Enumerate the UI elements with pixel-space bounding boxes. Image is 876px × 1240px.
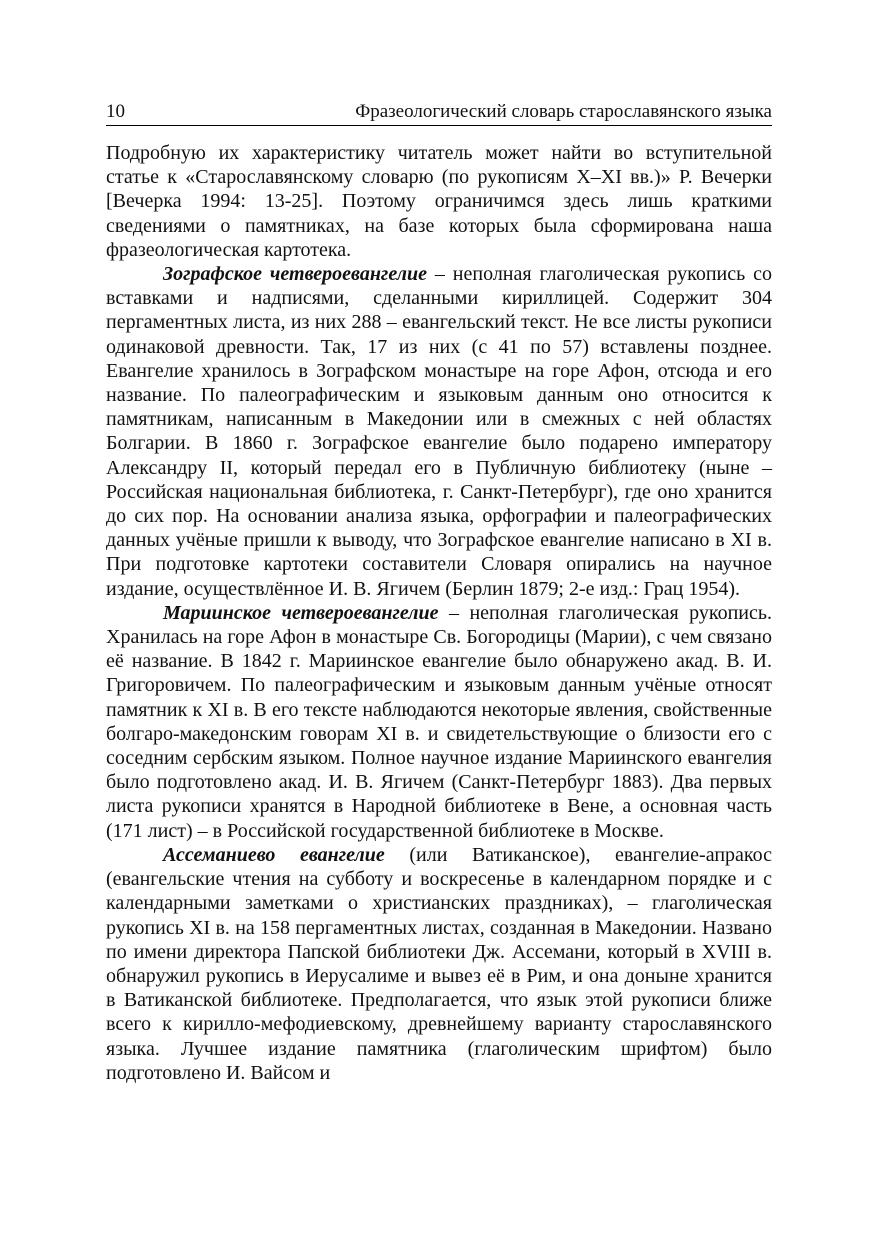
term-heading: Мариинское четвероевангелие (163, 601, 439, 624)
term-heading: Ассеманиево евангелие (163, 843, 385, 866)
paragraph-intro (106, 141, 772, 262)
running-header (106, 100, 772, 126)
running-title: Фразеологический словарь старославянского языка (355, 101, 772, 122)
page-number: 10 (106, 101, 125, 122)
paragraph-text: Подробную их характеристику читатель может найти во вступительной статье к «Старославянскому словарю (по рукописям X–XI вв.)» Р. Вечерки [Вечерка 1994: 13-25]. Поэтому ограничимся здесь лишь краткими сведениями о памятниках, на базе которых была сформирована наша фразеологическая картотека. (106, 142, 772, 261)
paragraph-text: (или Ватиканское), евангелие-апракос (евангельские чтения на субботу и воскресенье в календарном порядке и с календарными заметками о христианских праздниках), – глаголическая рукопись XI в. на 158 пергаментных листах, созданная в Македонии. Названо по имени директора Папской библиотеки Дж. Ассемани, который в XVIII в. обнаружил рукопись в Иерусалиме и вывез её в Рим, и она доныне хранится в Ватиканской библиотеке. Предполагается, что язык этой рукописи ближе всего к кирилло-мефодиевскому, древнейшему варианту старославянского языка. Лучшее издание памятника (глаголическим шрифтом) было подготовлено И. Вайсом и (106, 843, 772, 1084)
term-heading: Зографское четвероевангелие (163, 263, 427, 286)
paragraph-zograf (106, 262, 772, 601)
paragraph-text: – неполная глаголическая рукопись со вставками и надписями, сделанными кириллицей. Содержит 304 пергаментных листа, из них 288 – евангельский текст. Не все листы рукописи одинаковой древности. Так, 17 из них (с 41 по 57) вставлены позднее. Евангелие хранилось в Зографском монастыре на горе Афон, отсюда и его название. По палеографическим и языковым данным оно относится к памятникам, написанным в Македонии или в смежных с ней областях Болгарии. В 1860 г. Зографское евангелие было подарено императору Александру II, который передал его в Публичную библиотеку (ныне – Российская национальная библиотека, г. Санкт-Петербург), где оно хранится до сих пор. На основании анализа языка, орфографии и палеографических данных учёные пришли к выводу, что Зографское евангелие написано в XI в. При подготовке картотеки составители Словаря опирались на научное издание, осуществлённое И. В. Ягичем (Берлин 1879; 2-е изд.: Грац 1954). (106, 263, 773, 600)
paragraph-text: – неполная глаголическая рукопись. Хранилась на горе Афон в монастыре Св. Богородицы (Марии), с чем связано её название. В 1842 г. Мариинское евангелие было обнаружено акад. В. И. Григоровичем. По палеографическим и языковым данным учёные относят памятник к XI в. В его тексте наблюдаются некоторые явления, свойственные болгаро-македонским говорам XI в. и свидетельствующие о близости его с соседним сербским языком. Полное научное издание Мариинского евангелия было подготовлено акад. И. В. Ягичем (Санкт-Петербург 1883). Два первых листа рукописи хранятся в Народной библиотеке в Вене, а основная часть (171 лист) – в Российской государственной библиотеке в Москве. (106, 601, 772, 842)
paragraph-mariinsky (106, 601, 772, 843)
paragraph-assemani (106, 843, 772, 1085)
page-body (106, 141, 772, 1085)
